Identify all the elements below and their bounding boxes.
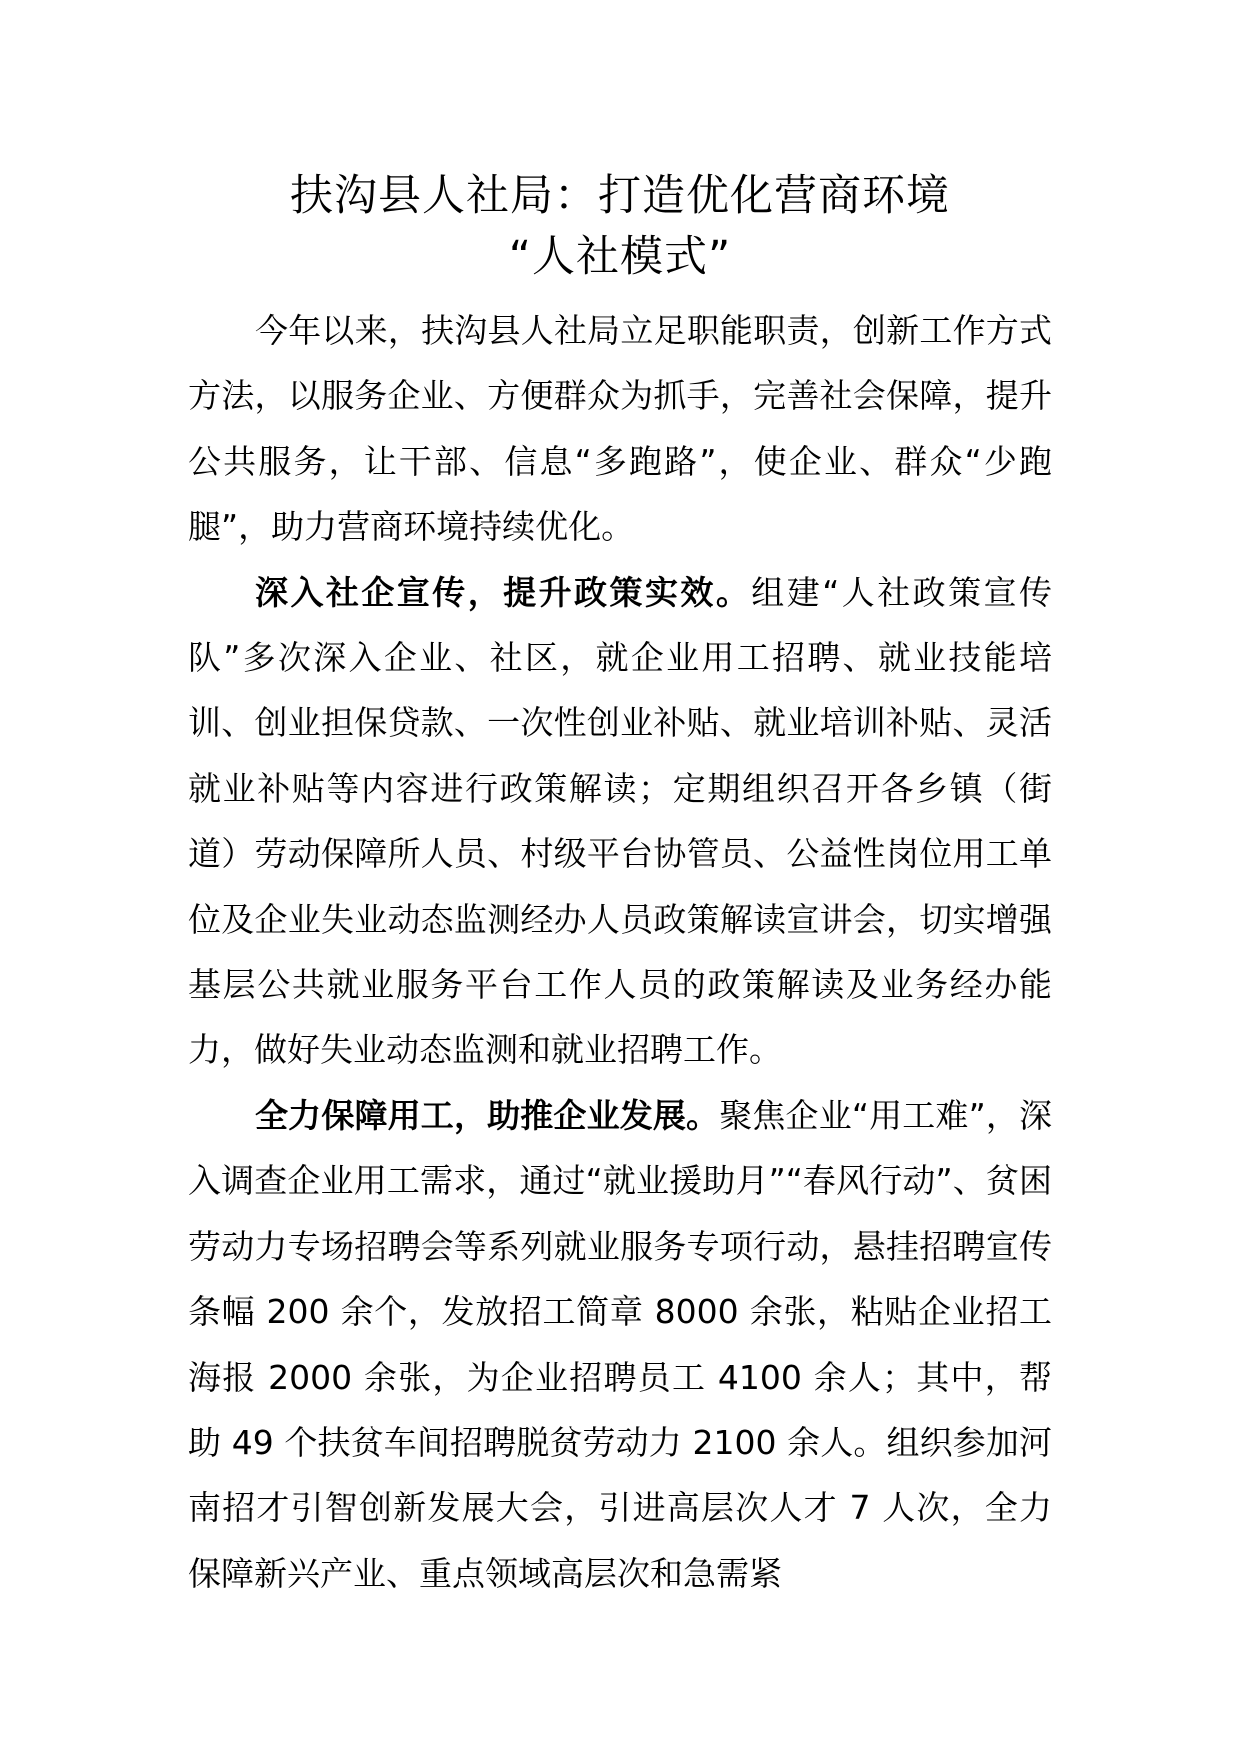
paragraph-policy-publicity-text: 组建“人社政策宣传队”多次深入企业、社区，就企业用工招聘、就业技能培训、创业担保贷款、一次性创业补贴、就业培训补贴、灵活就业补贴等内容进行政策解读；定期组织召开各乡镇（街道）劳动保障所人员、村级平台协管员、公益性岗位用工单位及企业失业动态监测经办人员政策解读宣讲会，切实增强基层公共就业服务平台工作人员的政策解读及业务经办能力，做好失业动态监测和就业招聘工作。 <box>188 572 1052 1070</box>
paragraph-intro <box>188 298 1052 560</box>
paragraph-policy-publicity-heading: 深入社企宣传，提升政策实效。 <box>255 572 752 612</box>
document-title: 扶沟县人社局：打造优化营商环境 <box>290 171 950 221</box>
paragraph-intro-text: 今年以来，扶沟县人社局立足职能职责，创新工作方式方法，以服务企业、方便群众为抓手，完善社会保障，提升公共服务，让干部、信息“多跑路”，使企业、群众“少跑腿”，助力营商环境持续优化。 <box>188 311 1052 547</box>
paragraph-employment-support-heading: 全力保障用工，助推企业发展。 <box>255 1095 720 1135</box>
paragraph-employment-support <box>188 1083 1052 1606</box>
document-body <box>188 298 1052 1606</box>
document-title-continued: “人社模式” <box>508 232 732 282</box>
paragraph-policy-publicity <box>188 560 1052 1083</box>
paragraph-employment-support-text: 聚焦企业“用工难”，深入调查企业用工需求，通过“就业援助月”“春风行动”、贫困劳动力专场招聘会等系列就业服务专项行动，悬挂招聘宣传条幅 200 余个，发放招工简章 8000 余张，粘贴企业招工海报 2000 余张，为企业招聘员工 4100 余人；其中，帮助 49 个扶贫车间招聘脱贫劳动力 2100 余人。组织参加河南招才引智创新发展大会，引进高层次人才 7 人次，全力保障新兴产业、重点领域高层次和急需紧 <box>188 1095 1052 1593</box>
